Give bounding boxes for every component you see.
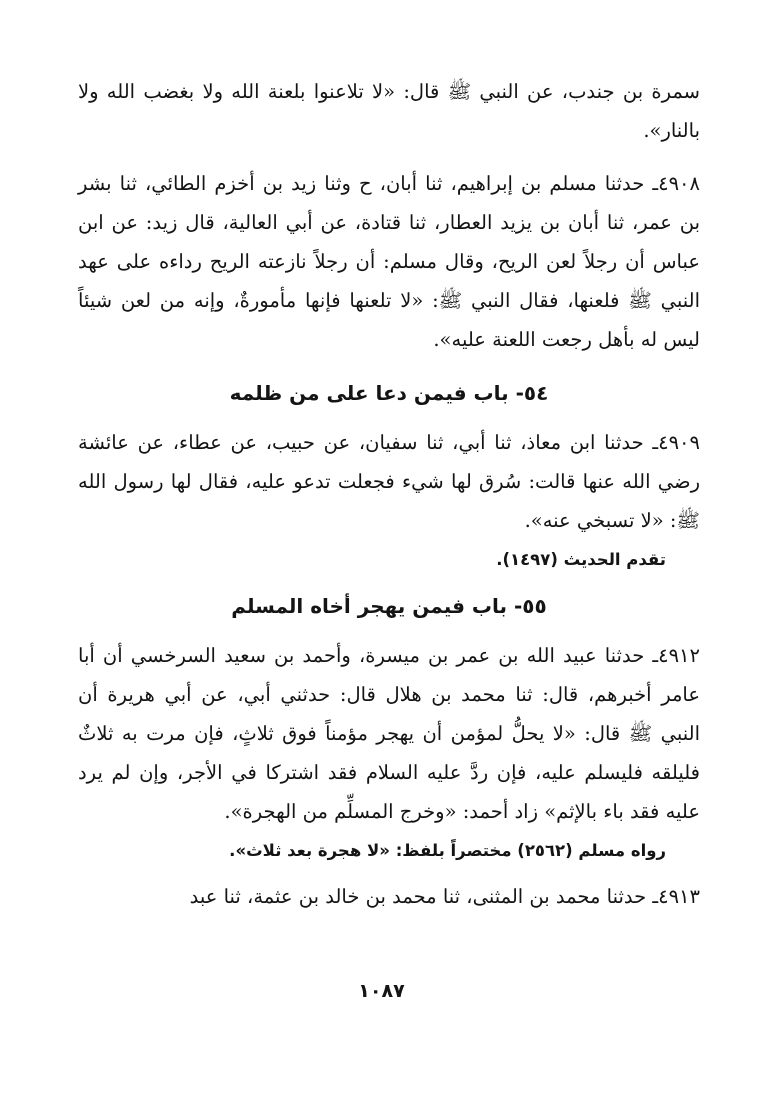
reference-note-4909: تقدم الحديث (١٤٩٧). — [496, 550, 666, 569]
chapter-heading-55: ٥٥- باب فيمن يهجر أخاه المسلم — [231, 594, 547, 618]
page-number: ١٠٨٧ — [358, 980, 405, 1002]
hadith-4912: ٤٩١٢ـ حدثنا عبيد الله بن عمر بن ميسرة، وأحمد بن سعيد السرخسي أن أبا عامر أخبرهم، قال: ثنا محمد بن هلال قال: حدثني أبي، عن أبي هريرة أن النبي ﷺ قال: «لا يحلُّ لمؤمن أن يهجر مؤمناً فوق ثلاثٍ، فإن مرت به ثلاثٌ فليلقه فليسلم عليه، فإن ردَّ عليه السلام فقد اشتركا في الأجر، وإن لم يرد عليه فقد باء بالإثم» زاد أحمد: «وخرج المسلِّم من الهجرة». — [78, 644, 700, 823]
page-body — [78, 72, 700, 1072]
hadith-continuation: سمرة بن جندب، عن النبي ﷺ قال: «لا تلاعنوا بلعنة الله ولا بغضب الله ولا بالنار». — [78, 80, 700, 142]
chapter-heading-54: ٥٤- باب فيمن دعا على من ظلمه — [229, 381, 549, 405]
hadith-4913: ٤٩١٣ـ حدثنا محمد بن المثنى، ثنا محمد بن خالد بن عثمة، ثنا عبد — [189, 885, 700, 908]
hadith-4908: ٤٩٠٨ـ حدثنا مسلم بن إبراهيم، ثنا أبان، ح وثنا زيد بن أخزم الطائي، ثنا بشر بن عمر، ثنا أبان بن يزيد العطار، ثنا قتادة، عن أبي العالية، قال زيد: عن ابن عباس أن رجلاً لعن الريح، وقال مسلم: أن رجلاً نازعته الريح رداءه على عهد النبي ﷺ فلعنها، فقال النبي ﷺ: «لا تلعنها فإنها مأمورةٌ، وإنه من لعن شيئاً ليس له بأهل رجعت اللعنة عليه». — [78, 172, 700, 351]
reference-note-4912: رواه مسلم (٢٥٦٢) مختصراً بلفظ: «لا هجرة بعد ثلاث». — [229, 841, 666, 860]
hadith-4909: ٤٩٠٩ـ حدثنا ابن معاذ، ثنا أبي، ثنا سفيان، عن حبيب، عن عطاء، عن عائشة رضي الله عنها قالت: سُرق لها شيء فجعلت تدعو عليه، فقال لها رسول الله ﷺ: «لا تسبخي عنه». — [78, 431, 700, 532]
